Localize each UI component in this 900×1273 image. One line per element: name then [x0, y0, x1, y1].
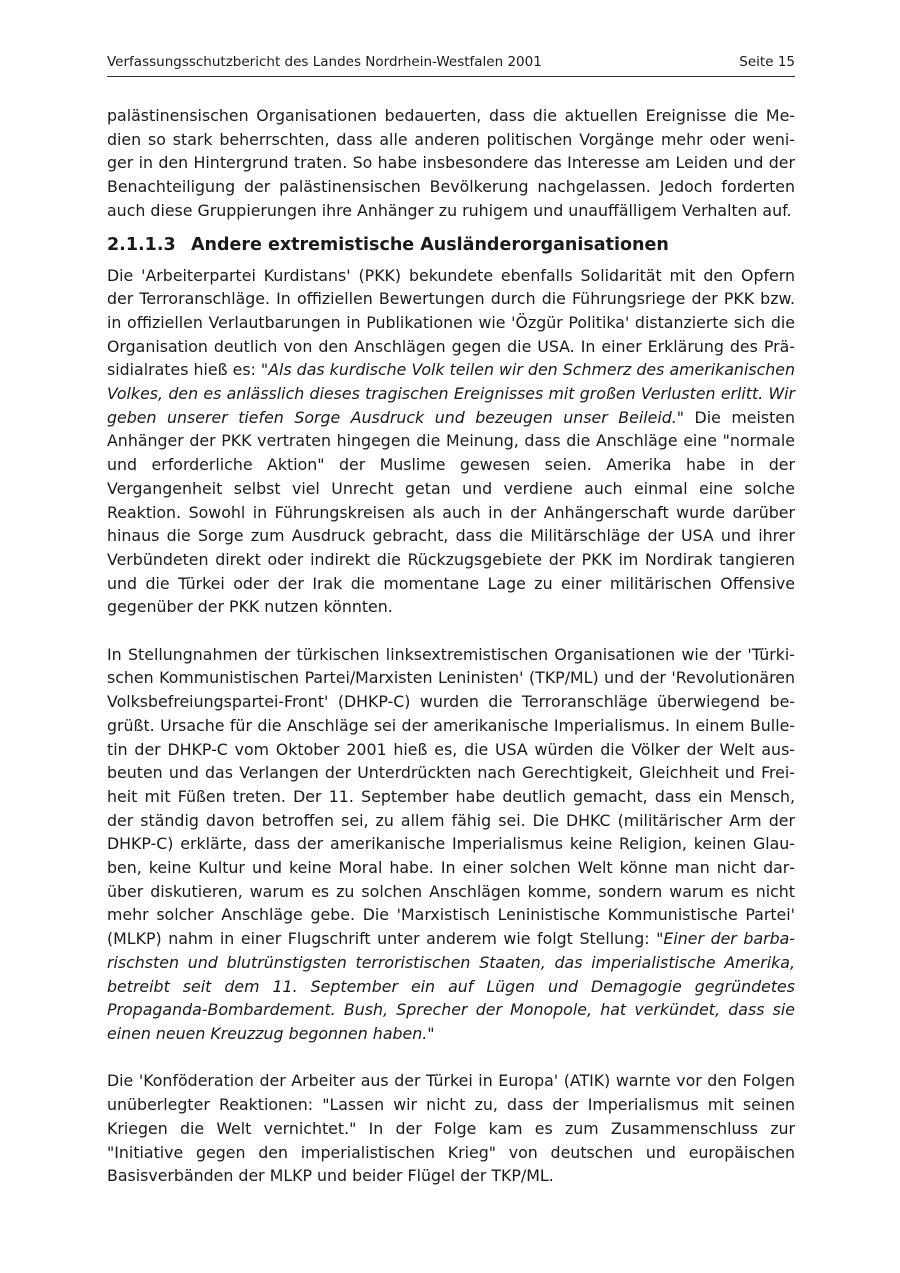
pkk-text-start: Die 'Arbeiterpartei Kurdistans' (PKK) bekundete ebenfalls Solidarität mit den Opfern der Terroranschläge. In offiziellen Bewertungen durch die Führungsriege der PKK bzw. in offiziellen Verlautbarungen in Publikationen wie 'Özgür Politika' distanzierte sich die Organisation deutlich von den Anschlägen gegen die USA. In einer Erklärung des Präsidialrates hieß es: ": [107, 265, 795, 380]
section-number: 2.1.1.3: [107, 234, 176, 255]
turkish-left-text-end: ": [427, 1024, 435, 1043]
pkk-paragraph: [107, 264, 795, 620]
pkk-text-end: " Die meisten Anhänger der PKK vertraten hingegen die Meinung, dass die Anschläge eine "normale und erforderliche Aktion" der Muslime gewesen seien. Amerika habe in der Vergangenheit selbst viel Unrecht getan und verdiene auch einmal eine solche Reaktion. Sowohl in Führungskreisen als auch in der Anhängerschaft wurde darüber hinaus die Sorge zum Ausdruck gebracht, dass die Militärschläge der USA und ihrer Verbündeten direkt oder indirekt die Rückzugsgebiete der PKK im Nordirak tangieren und die Türkei oder der Irak die momentane Lage zu einer militärischen Offensive gegenüber der PKK nutzen könnten.: [107, 407, 795, 617]
intro-paragraph: palästinensischen Organisationen bedauerten, dass die aktuellen Ereignisse die Medien so stark beherrschten, dass alle anderen politischen Vorgänge mehr oder weniger in den Hintergrund traten. So habe insbesondere das Interesse am Leiden und der Benachteiligung der palästinensischen Bevölkerung nachgelassen. Jedoch forderten auch diese Gruppierungen ihre Anhänger zu ruhigem und unauffälligem Verhalten auf.: [107, 106, 795, 220]
atik-paragraph: Die 'Konföderation der Arbeiter aus der Türkei in Europa' (ATIK) warnte vor den Folgen unüberlegter Reaktionen: "Lassen wir nicht zu, dass der Imperialismus mit seinen Kriegen die Welt vernichtet." In der Folge kam es zum Zusammenschluss zur "Initiative gegen den imperialistischen Krieg" von deutschen und europäischen Basisverbänden der MLKP und beider Flügel der TKP/ML.: [107, 1071, 795, 1186]
turkish-left-paragraph: [107, 643, 795, 1046]
mlkp-quote: Einer der barbarischsten und blutrünstigsten terroristischen Staaten, das imperialistische Amerika, betreibt seit dem 11. September ein auf Lügen und Demagogie gegründetes Propaganda-Bombardement. Bush, Sprecher der Monopole, hat verkündet, dass sie einen neuen Kreuzzug begonnen haben.: [107, 929, 795, 1043]
section-title: Andere extremistische Ausländerorganisationen: [191, 234, 669, 255]
document-body: [107, 104, 795, 1188]
header-title: Verfassungsschutzbericht des Landes Nordrhein-Westfalen 2001: [107, 54, 542, 70]
page-header: [107, 52, 795, 77]
section-heading: [107, 232, 795, 258]
turkish-left-text-start: In Stellungnahmen der türkischen linksextremistischen Organisationen wie der 'Türkischen Kommunistischen Partei/Marxisten Leninisten' (TKP/ML) und der 'Revolutionären Volksbefreiungspartei-Front' (DHKP-C) wurden die Terroranschläge überwiegend begrüßt. Ursache für die Anschläge sei der amerikanische Imperialismus. In einem Bulletin der DHKP-C vom Oktober 2001 hieß es, die USA würden die Völker der Welt ausbeuten und das Verlangen der Unterdrückten nach Gerechtigkeit, Gleichheit und Freiheit mit Füßen treten. Der 11. September habe deutlich gemacht, dass ein Mensch, der ständig davon betroffen sei, zu allem fähig sei. Die DHKC (militärischer Arm der DHKP-C) erklärte, dass der amerikanische Imperialismus keine Religion, keinen Glauben, keine Kultur und keine Moral habe. In einer solchen Welt könne man nicht darüber diskutieren, warum es zu solchen Anschlägen komme, sondern warum es nicht mehr solcher Anschläge gebe. Die 'Marxistisch Leninistische Kommunistische Partei' (MLKP) nahm in einer Flugschrift unter anderem wie folgt Stellung: ": [107, 644, 795, 949]
page-number: Seite 15: [739, 54, 795, 70]
pkk-quote: Als das kurdische Volk teilen wir den Schmerz des amerikanischen Volkes, den es anlässlich dieses tragischen Ereignisses mit großen Verlusten erlitt. Wir geben unserer tiefen Sorge Ausdruck und bezeugen unser Beileid.: [107, 360, 795, 427]
